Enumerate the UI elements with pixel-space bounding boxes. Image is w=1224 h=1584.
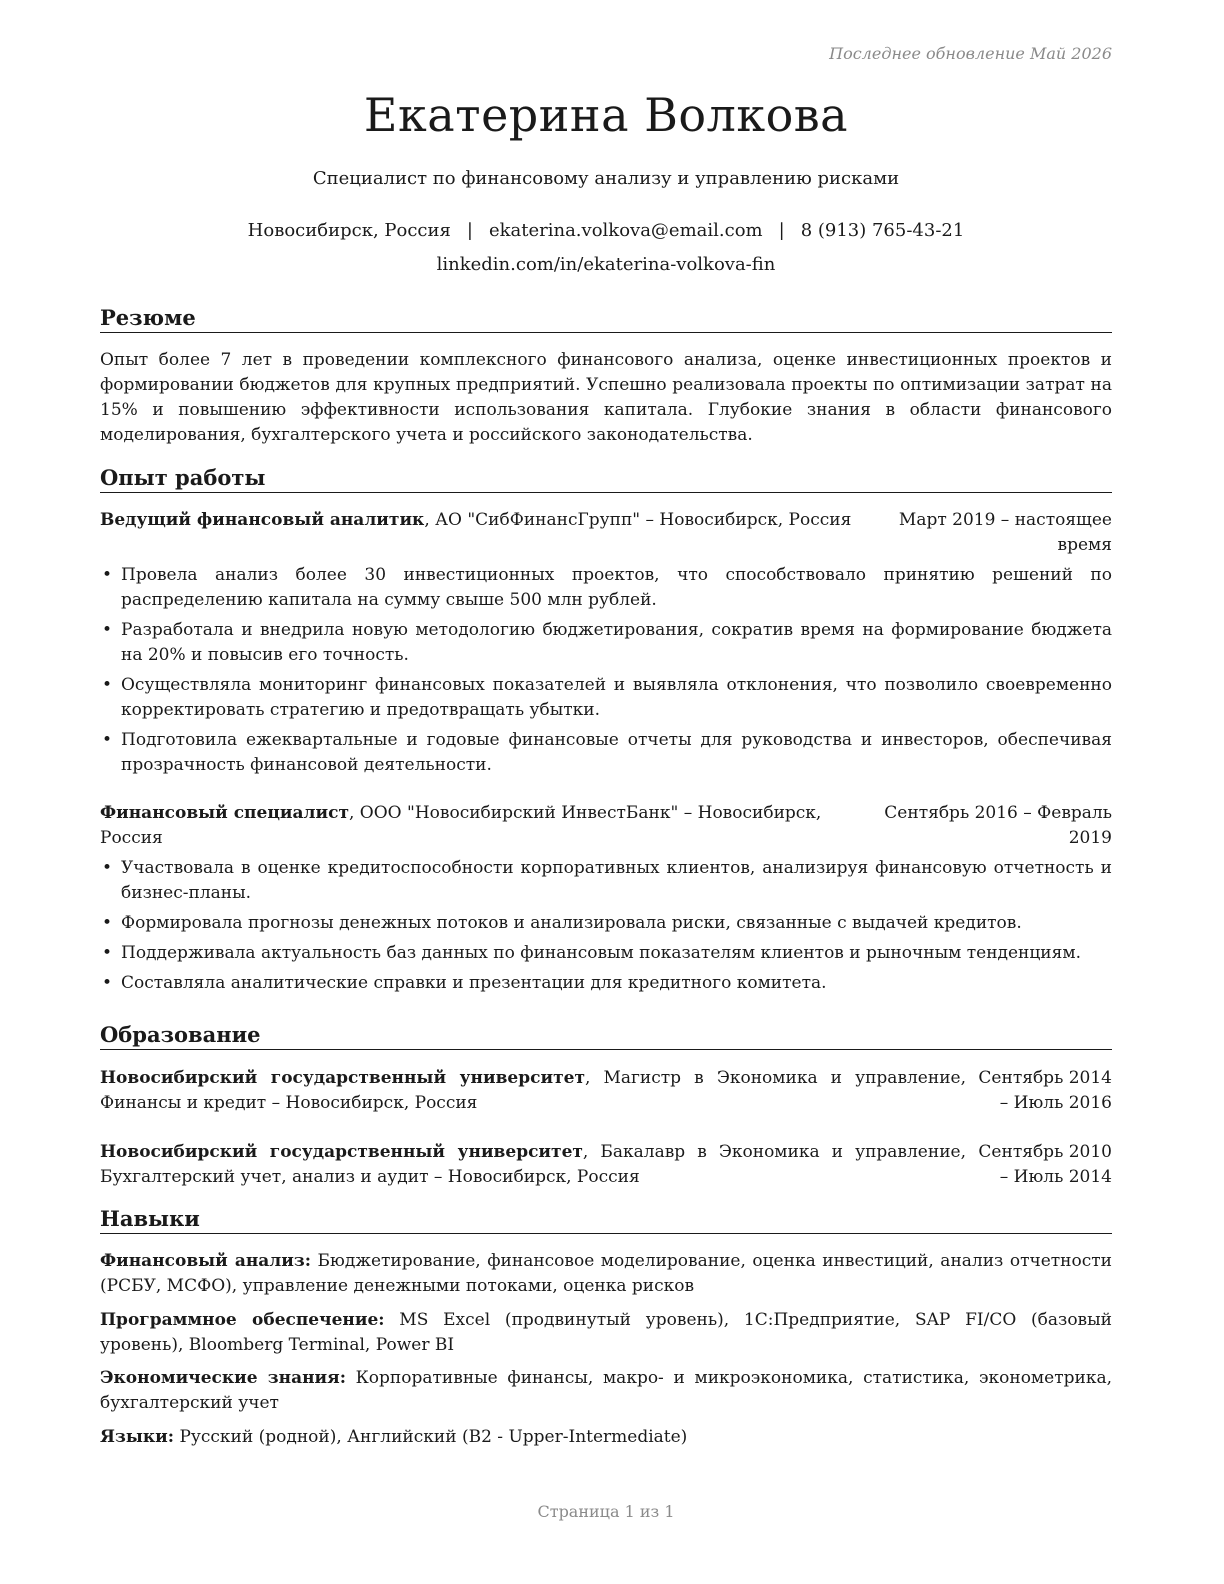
job-company: , АО "СибФинансГрупп" – Новосибирск, Россия: [424, 510, 852, 530]
section-title-experience: Опыт работы: [100, 465, 1112, 493]
job-bullets: [100, 856, 1112, 1001]
skill-row: [100, 1249, 1112, 1299]
school-name: Новосибирский государственный университет: [100, 1068, 585, 1088]
skill-label: Языки:: [100, 1427, 175, 1447]
degree-details: , Бакалавр в Экономика и управление, Бухгалтерский учет, анализ и аудит – Новосибирск, Россия: [100, 1142, 966, 1187]
location: Новосибирск, Россия: [247, 220, 451, 241]
skill-row: [100, 1425, 1112, 1450]
skill-text: Корпоративные финансы, макро- и микроэкономика, статистика, эконометрика, бухгалтерский учет: [100, 1368, 1112, 1413]
linkedin-link[interactable]: linkedin.com/in/ekaterina-volkova-fin: [436, 254, 776, 275]
skill-row: [100, 1366, 1112, 1416]
list-item: • Поддерживала актуальность баз данных по финансовым показателям клиентов и рыночным тенденциям.: [100, 941, 1112, 966]
bullet-icon: •: [102, 913, 113, 933]
phone-number: 8 (913) 765-43-21: [800, 220, 965, 241]
job-header: [100, 801, 1112, 851]
contact-separator: |: [778, 220, 785, 241]
bullet-icon: •: [102, 943, 113, 963]
resume-page: [100, 0, 1112, 1584]
contact-separator: |: [466, 220, 473, 241]
bullet-icon: •: [102, 675, 113, 695]
job-company: , ООО "Новосибирский ИнвестБанк" – Новосибирск, Россия: [100, 803, 822, 848]
candidate-name: Екатерина Волкова: [363, 88, 849, 142]
list-item: • Осуществляла мониторинг финансовых показателей и выявляла отклонения, что позволило своевременно корректировать стратегию и предотвращать убытки.: [102, 675, 1112, 720]
section-title-summary: Резюме: [100, 305, 1112, 333]
skill-label: Финансовый анализ:: [100, 1251, 312, 1271]
section-title-skills: Навыки: [100, 1206, 1112, 1234]
list-item: • Разработала и внедрила новую методологию бюджетирования, сократив время на формирование бюджета на 20% и повысив его точность.: [102, 620, 1112, 665]
bullet-icon: •: [102, 565, 113, 585]
bullet-icon: •: [102, 858, 113, 878]
degree-details: , Магистр в Экономика и управление, Финансы и кредит – Новосибирск, Россия: [100, 1068, 966, 1113]
education-dates: Сентябрь 2014 – Июль 2016: [978, 1068, 1112, 1113]
summary-text: Опыт более 7 лет в проведении комплексного финансового анализа, оценке инвестиционных проектов и формировании бюджетов для крупных предприятий. Успешно реализовала проекты по оптимизации затрат на 15% и повышению эффективности использования капитала. Глубокие знания в области финансового моделирования, бухгалтерского учета и российского законодательства.: [100, 350, 1112, 445]
job-position: Ведущий финансовый аналитик: [100, 510, 425, 530]
bullet-icon: •: [102, 730, 113, 750]
job-position: Финансовый специалист: [100, 803, 349, 823]
skill-row: [100, 1308, 1112, 1358]
skill-label: Программное обеспечение:: [100, 1310, 385, 1330]
school-name: Новосибирский государственный университет: [100, 1142, 583, 1162]
job-bullets: [100, 563, 1112, 783]
education-dates: Сентябрь 2010 – Июль 2014: [978, 1142, 1112, 1187]
section-title-education: Образование: [100, 1022, 1112, 1050]
skill-label: Экономические знания:: [100, 1368, 346, 1388]
skill-text: Русский (родной), Английский (B2 - Upper-Intermediate): [174, 1427, 688, 1447]
skill-text: MS Excel (продвинутый уровень), 1С:Предприятие, SAP FI/CO (базовый уровень), Bloomberg Terminal, Power BI: [100, 1310, 1112, 1355]
last-updated: Последнее обновление Май 2026: [829, 44, 1112, 63]
contact-line: [100, 220, 1112, 241]
list-item: • Формировала прогнозы денежных потоков и анализировала риски, связанные с выдачей кредитов.: [100, 911, 1112, 936]
job-header: [100, 508, 1112, 558]
bullet-icon: •: [102, 973, 113, 993]
skill-text: Бюджетирование, финансовое моделирование, оценка инвестиций, анализ отчетности (РСБУ, МСФО), управление денежными потоками, оценка рисков: [100, 1251, 1113, 1296]
candidate-title: Специалист по финансовому анализу и управлению рисками: [312, 168, 900, 189]
bullet-icon: •: [102, 620, 113, 640]
page-number: Страница 1 из 1: [537, 1502, 675, 1521]
list-item: • Подготовила ежеквартальные и годовые финансовые отчеты для руководства и инвесторов, обеспечивая прозрачность финансовой деятельности.: [102, 730, 1112, 775]
education-item: [100, 1140, 1112, 1190]
job-dates: Сентябрь 2016 – Февраль 2019: [884, 803, 1112, 848]
email-link[interactable]: ekaterina.volkova@email.com: [488, 220, 763, 241]
education-item: [100, 1066, 1112, 1116]
list-item: • Составляла аналитические справки и презентации для кредитного комитета.: [100, 971, 1112, 996]
list-item: • Провела анализ более 30 инвестиционных проектов, что способствовало принятию решений по распределению капитала на сумму свыше 500 млн рублей.: [102, 565, 1112, 610]
list-item: • Участвовала в оценке кредитоспособности корпоративных клиентов, анализируя финансовую отчетность и бизнес-планы.: [102, 858, 1112, 903]
job-dates: Март 2019 – настоящее время: [898, 510, 1112, 555]
